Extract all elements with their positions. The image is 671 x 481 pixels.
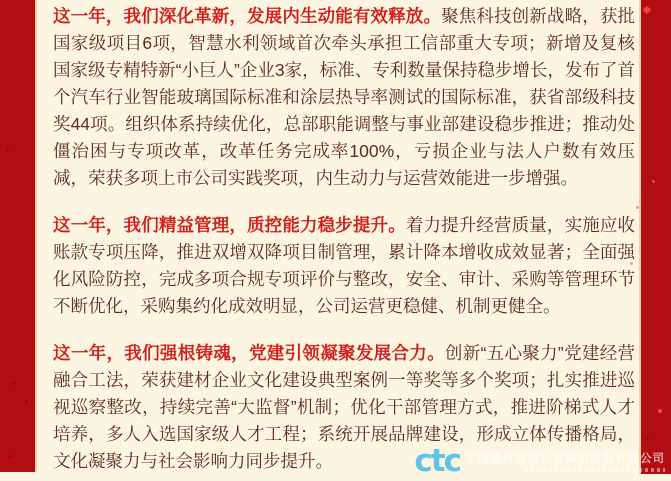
left-border	[0, 0, 37, 472]
paragraph-text: 着力提升经营质量，实施应收账款专项压降，推进双增双降项目制管理，累计降本增收成效显著；全面强化风险防控，完成多项合规专项评价与整改，安全、审计、采购等管理环节不断优化，采购集约化成效明显，公司运营更稳健、机制更健全。	[53, 215, 635, 316]
decorative-dot	[652, 180, 655, 183]
paragraph-party-building	[53, 340, 636, 479]
paragraph-lead: 这一年，我们精益管理，质控能力稳步提升。	[53, 215, 406, 235]
watermark-company-name: 中国建材检验认证集团股份有限公司	[465, 453, 665, 465]
decorative-dot	[9, 455, 12, 458]
paragraph-lead: 这一年，我们强根铸魂，党建引领凝聚发展合力。	[53, 343, 445, 363]
decorative-dot	[25, 400, 28, 403]
paragraph-text: 聚焦科技创新战略，获批国家级项目6项，智慧水利领域首次牵头承担工信部重大专项；新增及复核国家级专精特新“小巨人”企业3家，标准、专利数量保持稳步增长，发布了首个汽车行业智能玻璃国际标准和涂层热导率测试的国际标准，获省部级科技奖44项。组织体系持续优化，总部职能调整与事业部建设稳步推进；推动处僵治困与专项改革，改革任务完成率100%，亏损企业与法人户数有效压减，荣获多项上市公司实践奖项，内生动力与运营效能进一步增强。	[53, 6, 635, 188]
decorative-dot	[636, 206, 639, 209]
decorative-dot	[646, 437, 649, 440]
paragraph-management	[53, 212, 635, 320]
decorative-dot	[6, 148, 9, 151]
paragraph-reform	[53, 3, 635, 192]
article-body	[53, 3, 636, 479]
decorative-dot	[12, 382, 15, 385]
right-border	[639, 0, 671, 474]
paragraph-text: 创新“五心聚力”党建经营融合工法，荣获建材企业文化建设典型案例一等奖等多个奖项；扎实推进巡视巡察整改，持续完善“大监督”机制；优化干部管理方式，推进阶梯式人才培养，多人入选国家级人才工程；系统开展品牌建设，形成立体传播格局，文化凝聚力与社会影响力同步提升。	[53, 343, 636, 471]
decorative-dot	[658, 409, 662, 413]
paragraph-lead: 这一年，我们深化革新，发展内生动能有效释放。	[53, 6, 442, 26]
ctc-logo: ctc	[414, 443, 460, 479]
